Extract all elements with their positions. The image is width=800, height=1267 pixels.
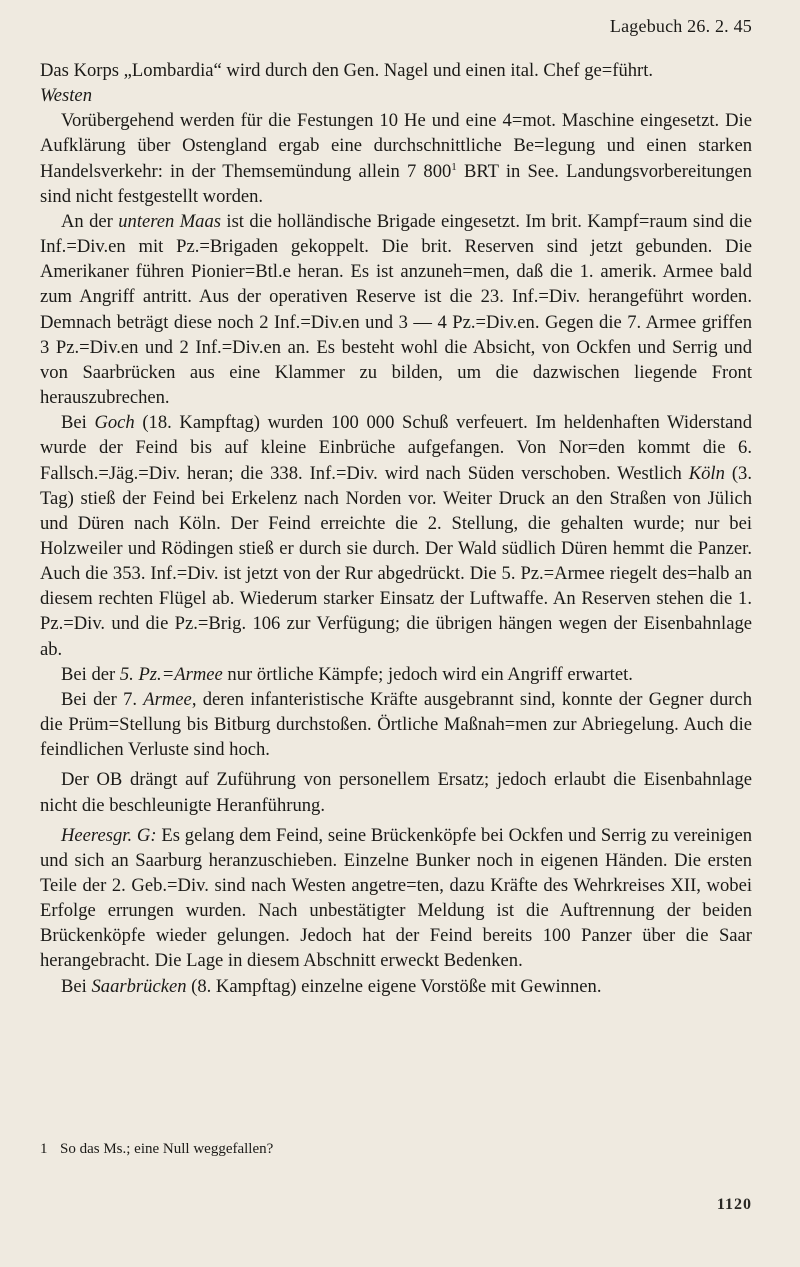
paragraph-text: (18. Kampftag) wurden 100 000 Schuß verfeuert. Im heldenhaften Widerstand wurde der Feind bis auf kleine Einbrüche aufgefangen. Von Nor=den kommt die 6. Fallsch.=Jäg.=Div. heran; die 338. Inf.=Div. wird nach Süden verschoben. Westlich <box>40 412 752 484</box>
unit-name-emphasis: Armee <box>143 688 192 710</box>
place-name-emphasis: unteren Maas <box>118 210 222 232</box>
paragraph-heeresgruppe-g <box>40 823 752 974</box>
paragraph-text: nur örtliche Kämpfe; jedoch wird ein Angriff erwartet. <box>222 663 633 685</box>
main-text <box>40 58 752 999</box>
paragraph-text: (8. Kampftag) einzelne eigene Vorstöße mit Gewinnen. <box>186 975 602 997</box>
footnote-text: So das Ms.; eine Null weggefallen? <box>60 1141 274 1157</box>
paragraph-text: Bei der 7. <box>61 688 144 710</box>
paragraph-text: Es gelang dem Feind, seine Brückenköpfe bei Ockfen und Serrig zu vereinigen und sich an Saarburg heranzuschieben. Einzelne Bunker noch in eigenen Händen. Die ersten Teile der 2. Geb.=Div. sind nach Westen angetre=ten, dazu Kräfte des Wehrkreises XII, wobei Erfolge errungen wurden. Nach unbestätigter Meldung ist die Auftrennung der beiden Brückenköpfe wieder gelungen. Jedoch hat der Feind bereits 100 Panzer über die Saar herangebracht. Die Lage in diesem Abschnitt erweckt Bedenken. <box>40 824 752 972</box>
running-head: Lagebuch 26. 2. 45 <box>609 16 752 36</box>
paragraph-text: Bei der <box>61 663 120 685</box>
paragraph-text: BRT in See. Landungsvorbereitungen sind nicht festgestellt worden. <box>40 160 752 207</box>
place-name-emphasis: Goch <box>94 412 135 434</box>
place-name-emphasis: Saarbrücken <box>91 975 187 997</box>
paragraph-ob-ersatz: Der OB drängt auf Zuführung von personellem Ersatz; jedoch erlaubt die Eisenbahnlage nicht die beschleunigte Heranführung. <box>40 769 752 816</box>
paragraph-5-pz-armee <box>40 662 752 687</box>
paragraph-goch <box>40 410 752 662</box>
place-name-emphasis: Köln <box>688 462 725 484</box>
paragraph-text: Vorübergehend werden für die Festungen 10 He und eine 4=mot. Maschine eingesetzt. Die Aufklärung über Ostengland ergab eine durchschnittliche Be=legung und einen starken Handelsverkehr: in der Themsemündung allein 7 800 <box>40 110 752 182</box>
paragraph-7-armee <box>40 687 752 762</box>
paragraph-text: (3. Tag) stieß der Feind bei Erkelenz nach Norden vor. Weiter Druck an den Straßen von Jülich und Düren nach Köln. Der Feind erreichte die 2. Stellung, die gehalten wurde; nur bei Holzweiler und Rödingen stieß er durch sie durch. Der Wald südlich Düren hemmt die Panzer. Auch die 353. Inf.=Div. ist jetzt von der Rur abgedrückt. Die 5. Pz.=Armee riegelt des=halb an diesem rechten Flügel ab. Wiederum starker Einsatz der Luftwaffe. An Reserven stehen die 1. Pz.=Div. und die Pz.=Brig. 106 zur Verfügung; die übrigen hängen wegen der Eisenbahnlage ab. <box>40 462 752 660</box>
section-heading-westen: Westen <box>40 85 92 107</box>
paragraph-text: Bei <box>61 412 95 434</box>
paragraph-unteren-maas <box>40 209 752 410</box>
page-number: 1120 <box>716 1196 752 1213</box>
paragraph-aufklaerung <box>40 108 752 209</box>
unit-name-emphasis: Heeresgr. G: <box>61 824 157 846</box>
paragraph-text: An der <box>61 210 119 232</box>
footnote-number: 1 <box>40 1141 48 1157</box>
paragraph-text: ist die holländische Brigade eingesetzt. Im brit. Kampf=raum sind die Inf.=Div.en mit Pz.=Brigaden gekoppelt. Die brit. Reserven sind jetzt gebunden. Die Amerikaner führen Pionier=Btl.e heran. Es ist anzuneh=men, daß die 1. amerik. Armee bald zum Angriff antritt. Aus der operativen Reserve ist die 23. Inf.=Div. herangeführt worden. Demnach beträgt diese noch 2 Inf.=Div.en und 3 — 4 Pz.=Div.en. Gegen die 7. Armee griffen 3 Pz.=Div.en und 2 Inf.=Div.en an. Es besteht wohl die Absicht, von Ockfen und Serrig und von Saarbrücken aus eine Klammer zu bilden, um die dazwischen liegende Front herauszubrechen. <box>40 210 753 409</box>
paragraph-saarbruecken <box>40 974 752 999</box>
paragraph-text: Bei <box>61 975 92 997</box>
paragraph-korps-lombardia: Das Korps „Lombardia“ wird durch den Gen. Nagel und einen ital. Chef ge=führt. <box>40 60 654 81</box>
footnote <box>40 1141 752 1158</box>
unit-name-emphasis: 5. Pz.=Armee <box>119 663 223 685</box>
paragraph-text: , deren infanteristische Kräfte ausgebrannt sind, konnte der Gegner durch die Prüm=Stellung bis Bitburg durchstoßen. Örtliche Maßnah=men zur Abriegelung. Auch die feindlichen Verluste sind hoch. <box>40 688 753 761</box>
footnote-reference: 1 <box>451 160 457 173</box>
